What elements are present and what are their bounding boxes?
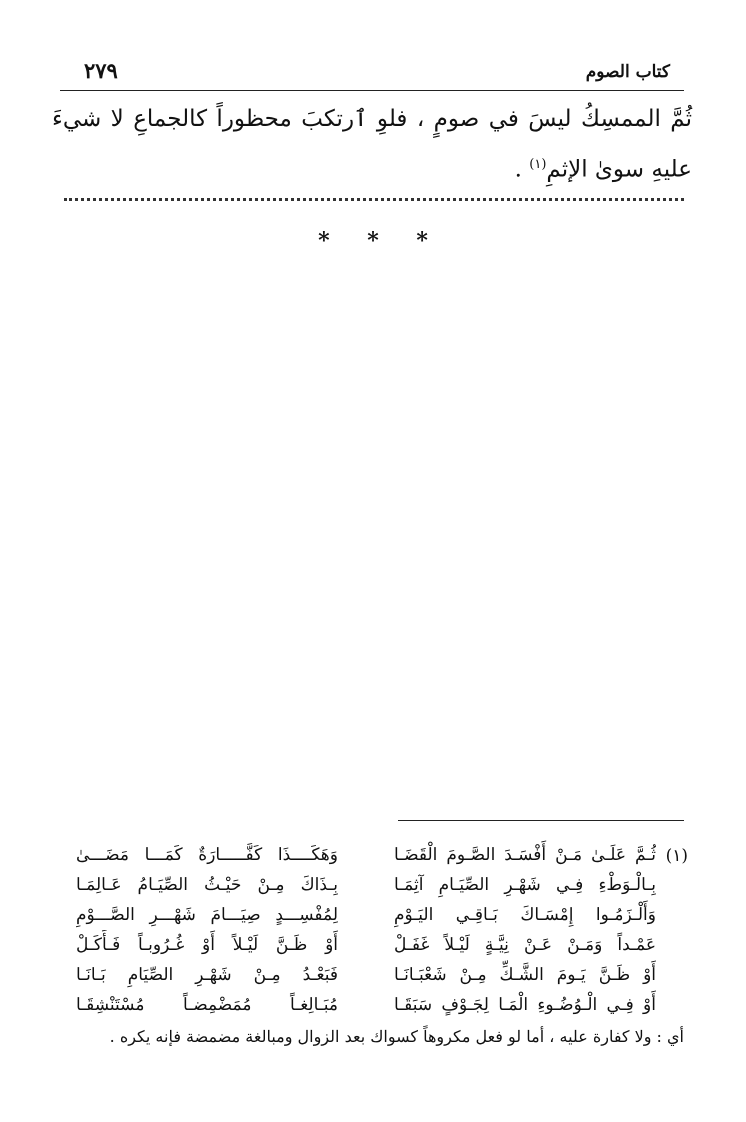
verse-first-hemistich: أَوْ ظَـنَّ يَـومَ الشَّـكِّ مِـنْ شَعْبَـانَـا: [394, 965, 656, 985]
page-number: ٢٧٩: [84, 58, 118, 83]
section-stars: * * *: [318, 228, 428, 254]
verse-second-hemistich: فَبَعْـدُ مِـنْ شَهْـرِ الصِّيَامِ بَـانَـا: [76, 965, 338, 985]
book-title: كتاب الصوم: [585, 62, 670, 82]
verse-second-hemistich: لِمُفْسِـــدٍ صِيَـــامَ شَهْـــرِ الصَّـــوْمِ: [76, 905, 338, 925]
verse-row: [76, 990, 656, 1020]
verse-row: [76, 870, 656, 900]
dotted-separator: [64, 198, 684, 201]
footnote-verses: [76, 840, 656, 1020]
verse-row: [76, 900, 656, 930]
footnote-number: (١): [665, 846, 688, 866]
verse-row: [76, 840, 656, 870]
footnote-explanation: أي : ولا كفارة عليه ، أما لو فعل مكروهاً كسواك بعد الزوال ومبالغة مضمضة فإنه يكره .: [109, 1027, 684, 1046]
verse-first-hemistich: ثُـمَّ عَلَـىٰ مَـنْ أَفْسَـدَ الصَّـومَ الْقَضَـا: [394, 845, 656, 865]
verse-row: [76, 960, 656, 990]
verse-first-hemistich: أَوْ فِـي الْـوُضُـوءِ الْمَـا لِجَـوْفٍ سَبَقَـا: [394, 995, 656, 1015]
verse-row: [76, 930, 656, 960]
verse-second-hemistich: وَهَكَــــذَا كَفَّـــــارَةٌ كَمَـــا مَضَـــىٰ: [76, 845, 338, 865]
verse-first-hemistich: بِـالْـوَطْءِ فِـي شَهْـرِ الصِّيَـامِ آثِمَـا: [394, 875, 656, 895]
end-mark: .: [514, 156, 530, 183]
page-header: [60, 58, 684, 91]
verse-second-hemistich: مُبَـالِغـاً مُمَضْمِضـاً مُسْتَنْشِقَـا: [76, 995, 338, 1015]
verse-first-hemistich: وَأَلْـزَمُـوا إِمْسَـاكَ بَـاقِـي اليَـوْمِ: [394, 905, 656, 925]
verse-first-hemistich: عَمْـداً وَمَـنْ عَـنْ نِيَّـةٍ لَيْـلاً غَفَـلْ: [394, 935, 656, 955]
footnote-rule: [398, 820, 684, 821]
verse-second-hemistich: بِـذَاكَ مِـنْ حَيْـثُ الصِّيَـامُ عَـالِمَـا: [76, 875, 338, 895]
main-paragraph-text: ثُمَّ الممسِكُ ليسَ في صومٍ ، فلوِ ٱرتكبَ محظوراً كالجماعِ لا شيءَ عليهِ سوىٰ الإثمِ: [52, 106, 692, 183]
verse-second-hemistich: أَوْ ظَـنَّ لَيْـلاً أَوْ غُـرُوبـاً فَـأَكَـلْ: [76, 935, 338, 955]
main-paragraph: [52, 96, 692, 193]
footnote-reference[interactable]: (١): [529, 157, 547, 172]
